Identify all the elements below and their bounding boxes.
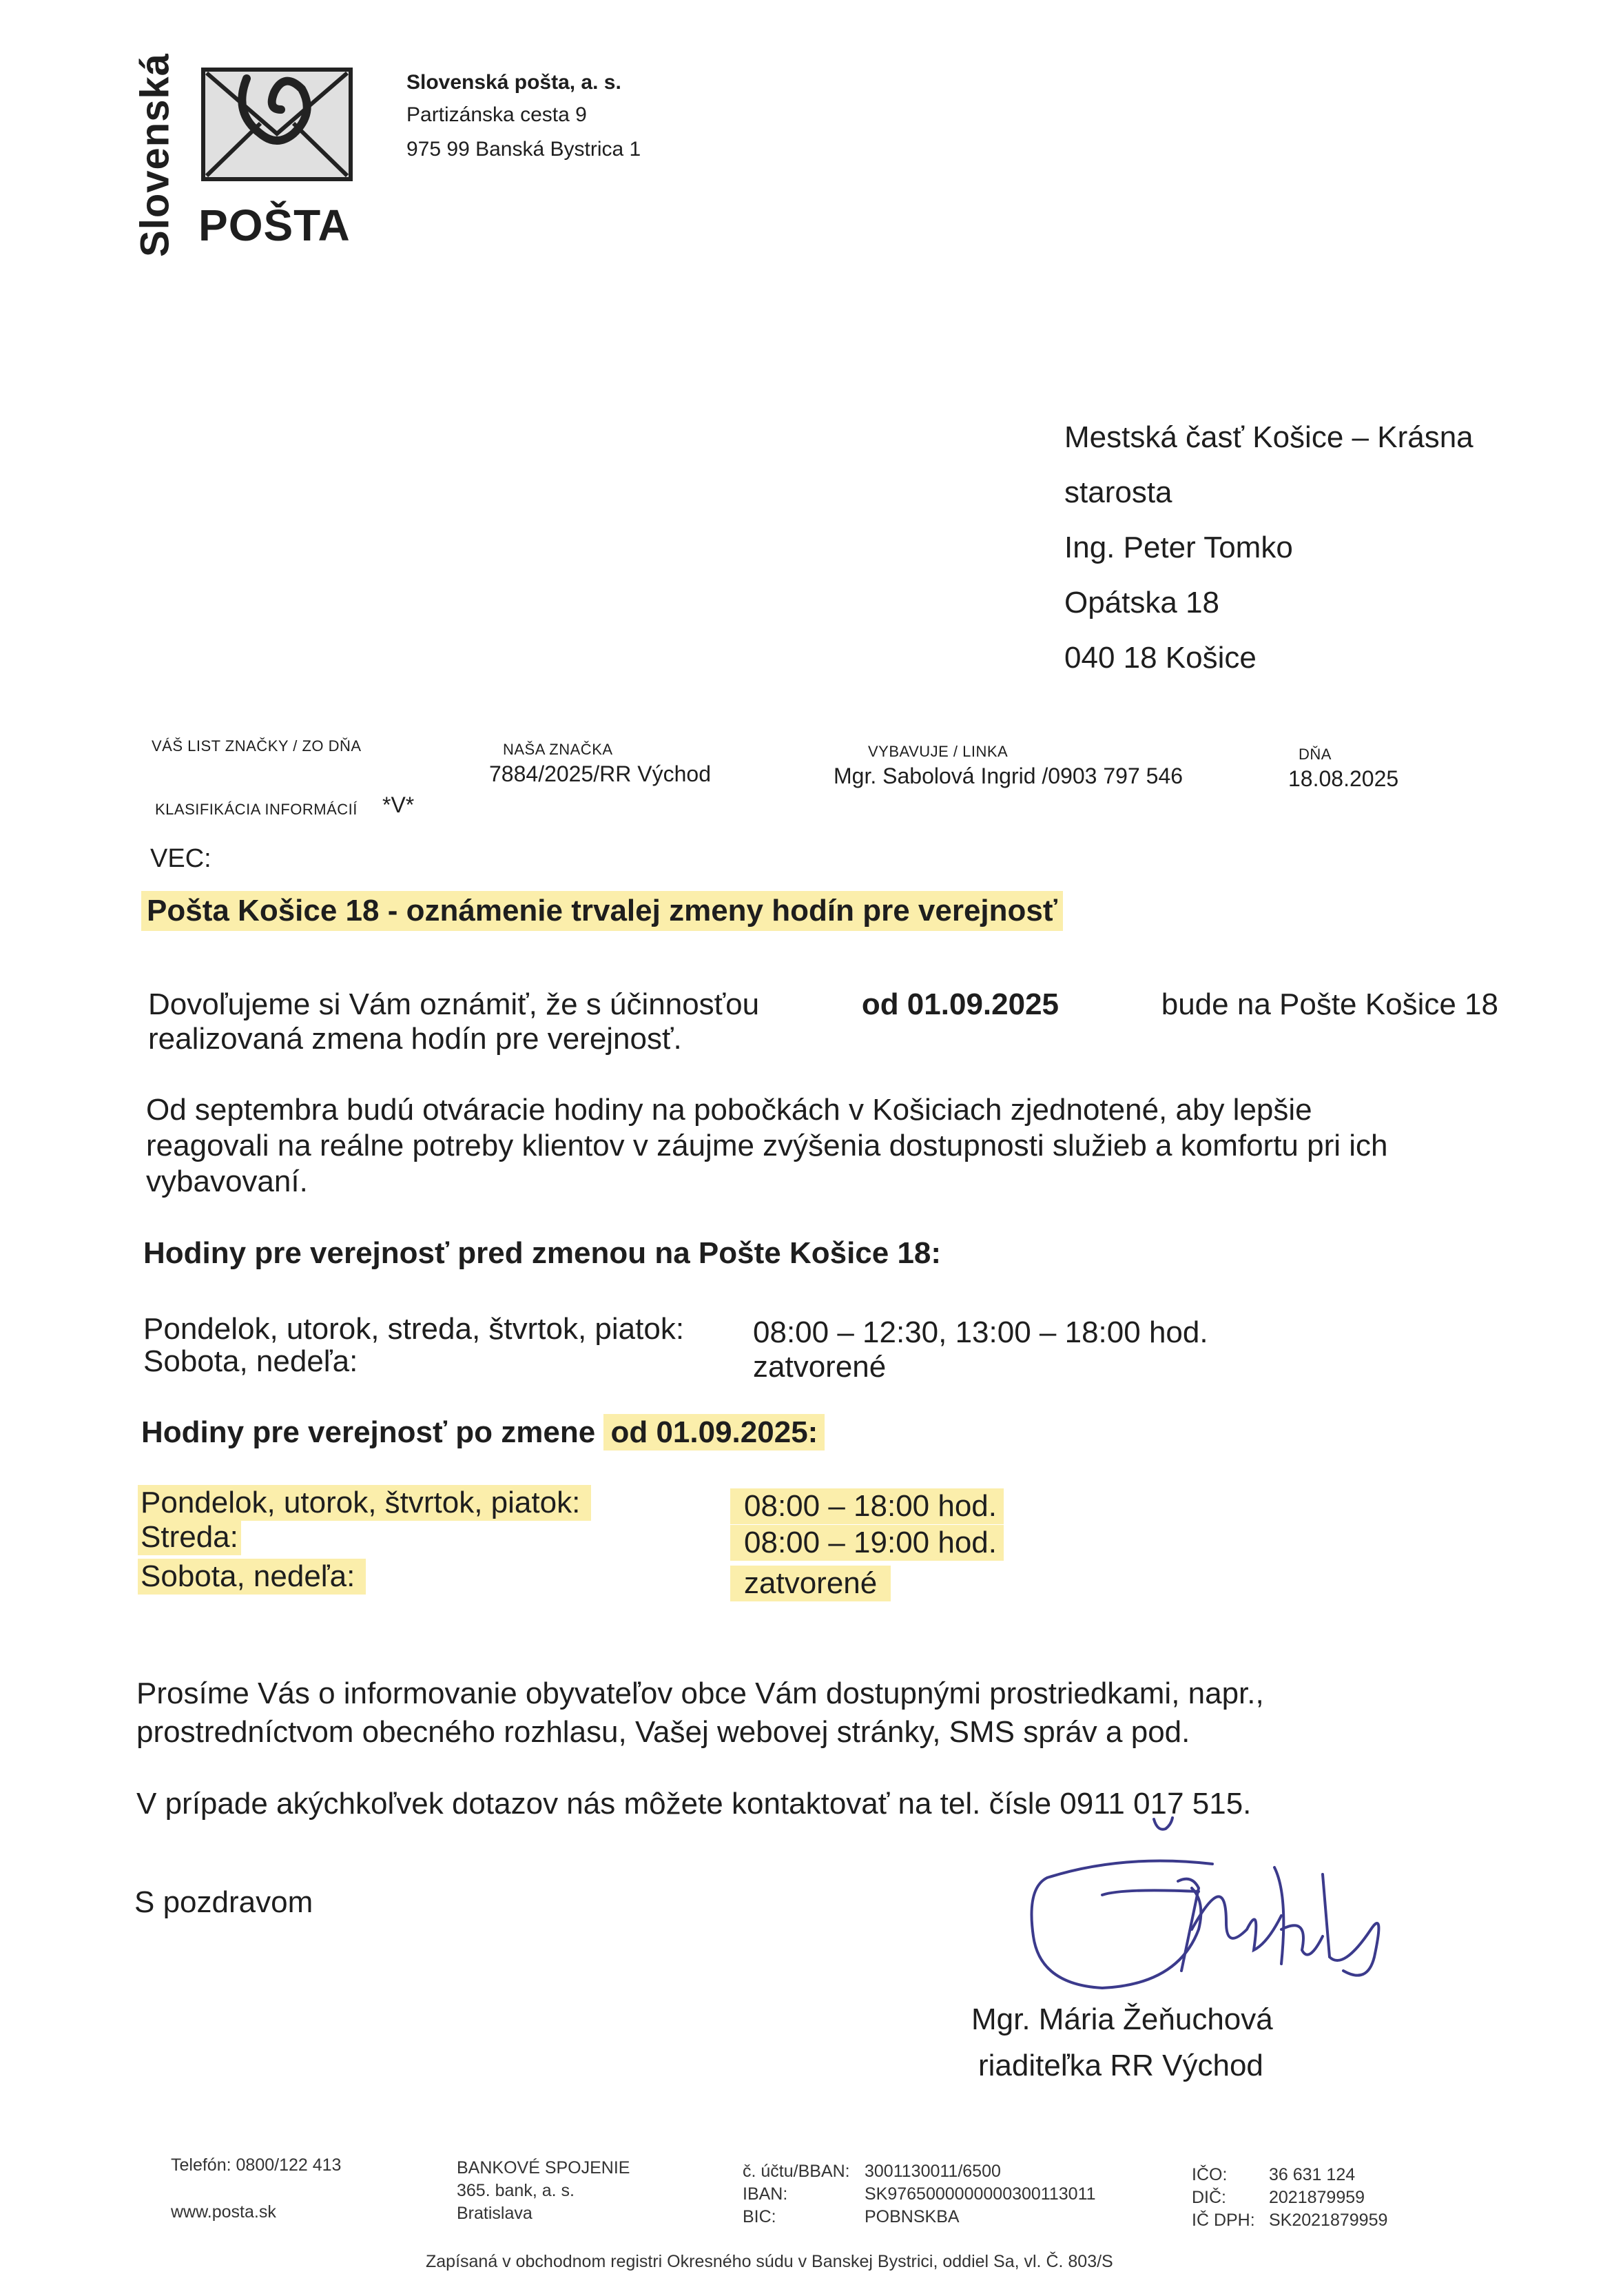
recipient-line-1: Mestská časť Košice – Krásna [1064, 420, 1474, 454]
effective-date: od 01.09.2025 [861, 987, 1059, 1021]
posta-logo-icon [201, 68, 353, 181]
before-row-2-days: Sobota, nedeľa: [143, 1344, 358, 1378]
our-ref: 7884/2025/RR Východ [489, 761, 711, 786]
closing: S pozdravom [134, 1885, 313, 1919]
before-row-1-days: Pondelok, utorok, streda, štvrtok, piatok: [143, 1312, 685, 1346]
after-row-1-hours: 08:00 – 18:00 hod. [730, 1488, 1004, 1524]
classification-label: KLASIFIKÁCIA INFORMÁCIÍ [155, 801, 358, 818]
footer-ico: 36 631 124 [1269, 2165, 1356, 2184]
recipient-line-5: 040 18 Košice [1064, 641, 1257, 675]
footer-account: 3001130011/6500 [865, 2162, 1001, 2181]
footer-bank-city: Bratislava [457, 2204, 533, 2223]
hours-after-heading: Hodiny pre verejnosť po zmene od 01.09.2025: [141, 1415, 825, 1451]
before-row-2-hours: zatvorené [753, 1350, 887, 1384]
paragraph-1-line-1: Dovoľujeme si Vám oznámiť, že s účinnosťou od 01.09.2025 bude na Pošte Košice 18 [148, 987, 1498, 1021]
paragraph-2-line-2: reagovali na reálne potreby klientov v záujme zvýšenia dostupnosti služieb a komfortu pri ich [146, 1129, 1388, 1162]
after-row-2-days: Streda: [138, 1519, 241, 1555]
footer-dic-label: DIČ: [1192, 2188, 1226, 2207]
recipient-line-3: Ing. Peter Tomko [1064, 531, 1293, 564]
footer-icdph: SK2021879959 [1269, 2211, 1388, 2230]
signatory-title: riaditeľka RR Východ [978, 2049, 1263, 2082]
footer-bic: POBNSKBA [865, 2207, 960, 2226]
paragraph-2-line-3: vybavovaní. [146, 1165, 308, 1198]
footer-account-label: č. účtu/BBAN: [743, 2162, 850, 2181]
paragraph-3-line-2: prostredníctvom obecného rozhlasu, Vašej webovej stránky, SMS správ a pod. [136, 1715, 1190, 1749]
footer-ico-label: IČO: [1192, 2165, 1228, 2184]
footer-dic: 2021879959 [1269, 2188, 1365, 2207]
subject-text: Pošta Košice 18 - oznámenie trvalej zmeny hodín pre verejnosť [141, 891, 1063, 931]
sender-street: Partizánska cesta 9 [406, 103, 587, 126]
your-ref-label: VÁŠ LIST ZNAČKY / ZO DŇA [152, 737, 362, 755]
recipient-line-2: starosta [1064, 475, 1172, 509]
sender-company: Slovenská pošta, a. s. [406, 71, 621, 94]
after-row-2-hours: 08:00 – 19:00 hod. [730, 1525, 1004, 1561]
handled-by: Mgr. Sabolová Ingrid /0903 797 546 [834, 763, 1183, 788]
hours-before-heading: Hodiny pre verejnosť pred zmenou na Pošte Košice 18: [143, 1236, 942, 1270]
classification-value: *V* [382, 792, 415, 817]
paragraph-2-line-1: Od septembra budú otváracie hodiny na pobočkách v Košiciach zjednotené, aby lepšie [146, 1093, 1312, 1127]
footer-bic-label: BIC: [743, 2207, 776, 2226]
footer-icdph-label: IČ DPH: [1192, 2211, 1255, 2230]
logo-brand: POŠTA [198, 201, 351, 250]
paragraph-1-line-2: realizovaná zmena hodín pre verejnosť. [148, 1022, 682, 1056]
paragraph-4-contact: V prípade akýchkoľvek dotazov nás môžete kontaktovať na tel. čísle 0911 017 515. [136, 1787, 1252, 1821]
footer-web: www.posta.sk [171, 2202, 276, 2222]
handled-label: VYBAVUJE / LINKA [868, 743, 1009, 760]
date-label: DŇA [1299, 746, 1332, 763]
signatory-name: Mgr. Mária Žeňuchová [971, 2002, 1273, 2036]
subject-label: VEC: [150, 844, 211, 873]
after-row-3-days: Sobota, nedeľa: [138, 1559, 366, 1595]
after-row-3-hours: zatvorené [730, 1566, 891, 1601]
footer-bank-name: 365. bank, a. s. [457, 2181, 575, 2200]
footer-iban: SK9765000000000300113011 [865, 2184, 1096, 2204]
sender-city: 975 99 Banská Bystrica 1 [406, 138, 641, 161]
footer-bank-label: BANKOVÉ SPOJENIE [457, 2158, 630, 2177]
our-ref-label: NAŠA ZNAČKA [503, 741, 613, 758]
footer-iban-label: IBAN: [743, 2184, 788, 2204]
hours-after-date: od 01.09.2025: [603, 1414, 825, 1451]
recipient-line-4: Opátska 18 [1064, 586, 1220, 619]
before-row-1-hours: 08:00 – 12:30, 13:00 – 18:00 hod. [753, 1315, 1208, 1349]
logo-wordmark-vertical: Slovenská [132, 53, 178, 257]
signature-scribble [1020, 1812, 1405, 1998]
after-row-1-days: Pondelok, utorok, štvrtok, piatok: [138, 1485, 591, 1521]
footer-phone: Telefón: 0800/122 413 [171, 2155, 342, 2175]
letter-date: 18.08.2025 [1288, 766, 1399, 791]
paragraph-3-line-1: Prosíme Vás o informovanie obyvateľov obce Vám dostupnými prostriedkami, napr., [136, 1677, 1264, 1710]
footer-registry: Zapísaná v obchodnom registri Okresného súdu v Banskej Bystrici, oddiel Sa, vl. Č. 803/S [426, 2252, 1113, 2271]
